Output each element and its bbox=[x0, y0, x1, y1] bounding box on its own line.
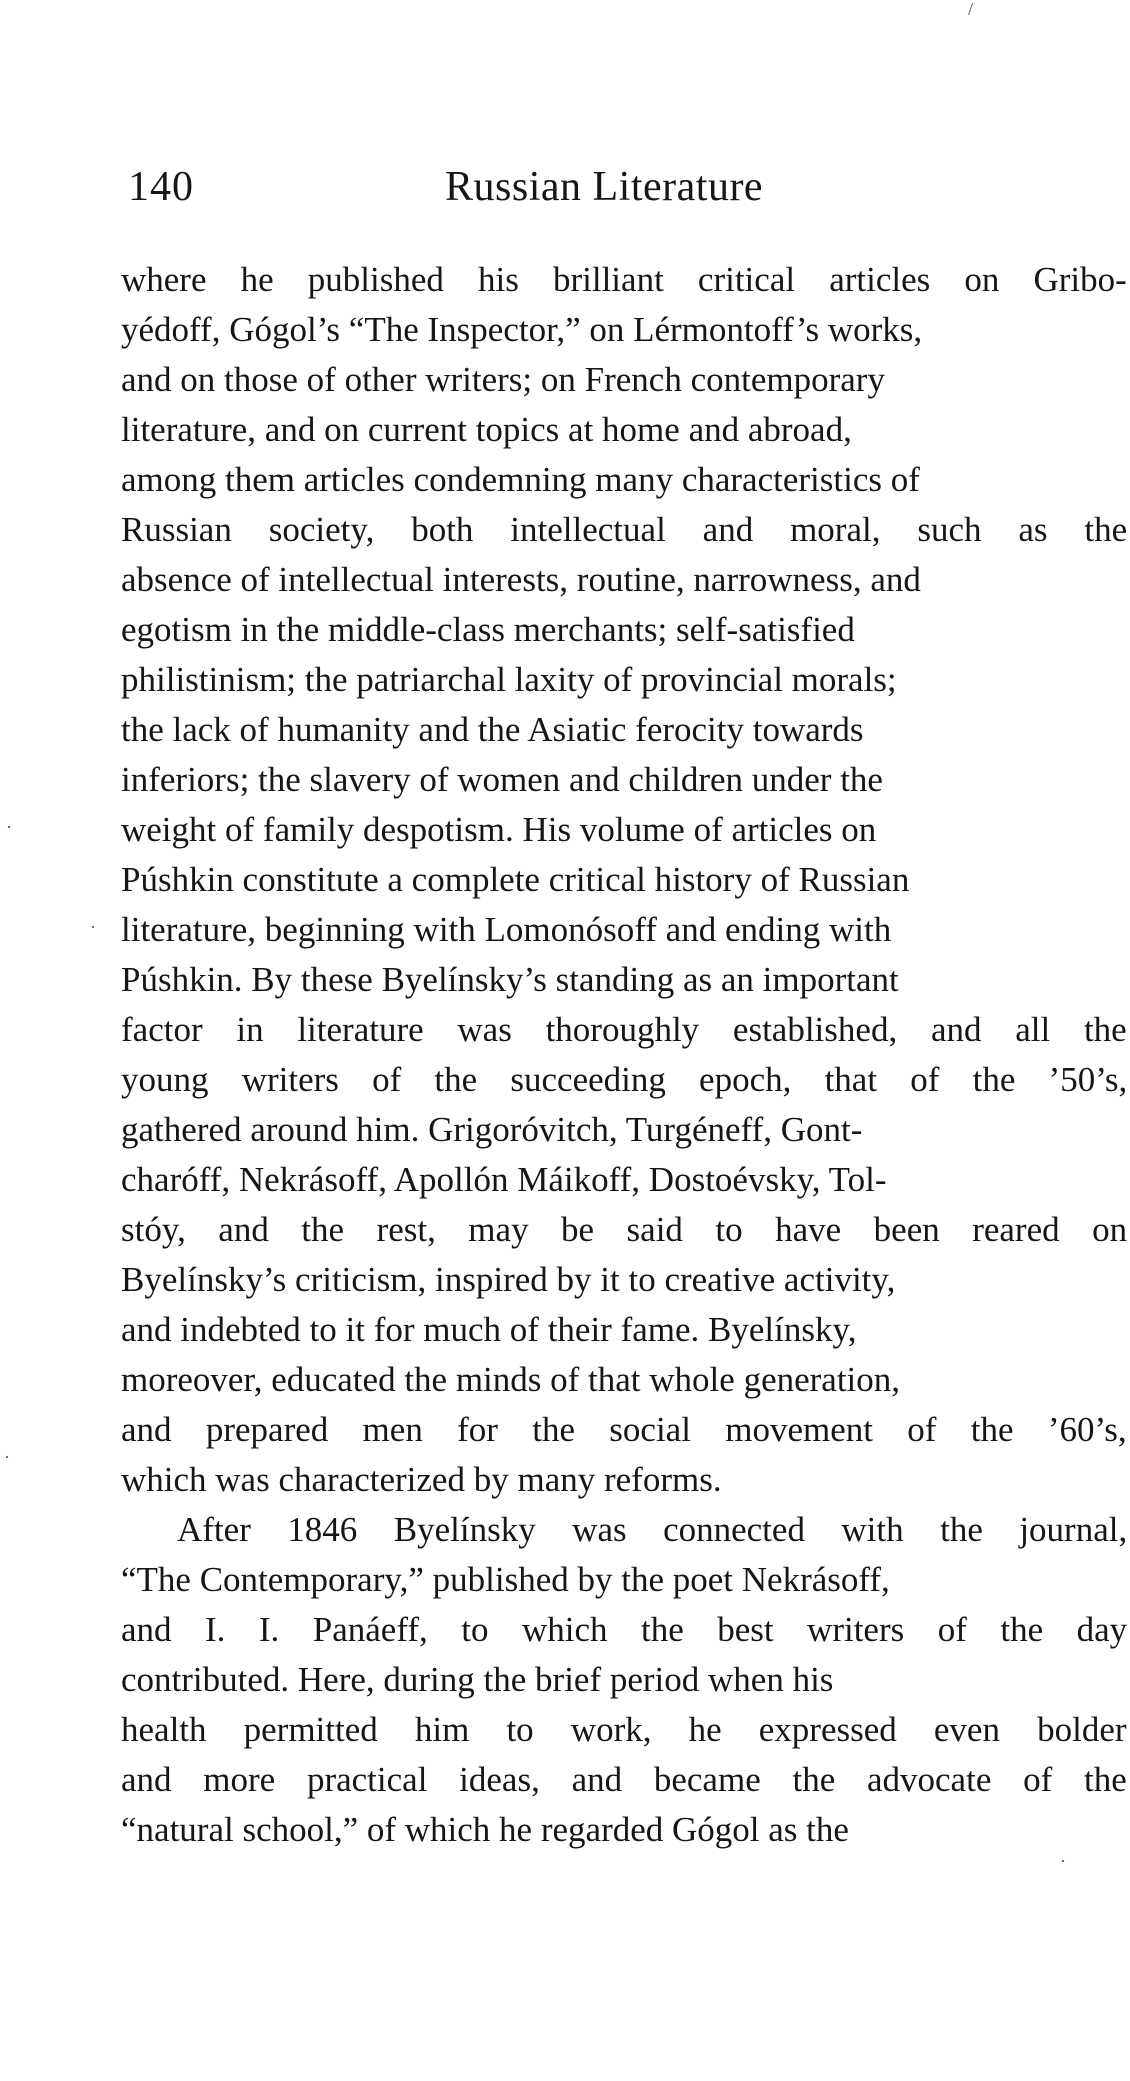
text-line: Byelínsky’s criticism, inspired by it to creative activity, bbox=[121, 1260, 896, 1299]
scan-speck: · bbox=[4, 1447, 10, 1467]
text-line: “natural school,” of which he regarded Gógol as the bbox=[121, 1810, 849, 1849]
text-line: among them articles condemning many characteristics of bbox=[121, 460, 920, 499]
text-line: gathered around him. Grigoróvitch, Turgéneff, Gont- bbox=[121, 1110, 863, 1149]
text-line: and prepared men for the social movement of the ’60’s, bbox=[121, 1410, 1127, 1449]
scan-speck: / bbox=[968, 0, 974, 19]
text-line: factor in literature was thoroughly established, and all the bbox=[121, 1010, 1127, 1049]
text-line: contributed. Here, during the brief period when his bbox=[121, 1660, 834, 1699]
text-line: philistinism; the patriarchal laxity of provincial morals; bbox=[121, 660, 897, 699]
text-line: which was characterized by many reforms. bbox=[121, 1460, 722, 1499]
text-line: stóy, and the rest, may be said to have been reared on bbox=[121, 1210, 1128, 1249]
text-line: moreover, educated the minds of that whole generation, bbox=[121, 1360, 901, 1399]
text-line: and indebted to it for much of their fame. Byelínsky, bbox=[121, 1310, 857, 1349]
scan-speck: · bbox=[6, 817, 12, 837]
text-line: and more practical ideas, and became the advocate of the bbox=[121, 1760, 1127, 1799]
text-line: inferiors; the slavery of women and children under the bbox=[121, 760, 883, 799]
paragraph-1 bbox=[121, 255, 1127, 1505]
text-line: literature, and on current topics at home and abroad, bbox=[121, 410, 852, 449]
paragraph-2 bbox=[121, 1505, 1127, 1855]
text-line: Púshkin constitute a complete critical history of Russian bbox=[121, 860, 910, 899]
running-head: Russian Literature bbox=[445, 164, 764, 210]
page-number: 140 bbox=[128, 164, 194, 210]
text-line: health permitted him to work, he expressed even bolder bbox=[121, 1710, 1127, 1749]
scan-speck: · bbox=[1060, 1851, 1066, 1871]
text-line: yédoff, Gógol’s “The Inspector,” on Lérmontoff’s works, bbox=[121, 310, 923, 349]
body-text bbox=[121, 255, 1127, 1855]
text-line: Púshkin. By these Byelínsky’s standing as an important bbox=[121, 960, 899, 999]
text-line: absence of intellectual interests, routine, narrowness, and bbox=[121, 560, 921, 599]
text-line: After 1846 Byelínsky was connected with the journal, bbox=[177, 1510, 1128, 1549]
text-line: literature, beginning with Lomonósoff and ending with bbox=[121, 910, 892, 949]
text-line: “The Contemporary,” published by the poet Nekrásoff, bbox=[121, 1560, 890, 1599]
text-line: Russian society, both intellectual and moral, such as the bbox=[121, 510, 1128, 549]
text-line: and on those of other writers; on French contemporary bbox=[121, 360, 885, 399]
text-line: egotism in the middle-class merchants; self-satisfied bbox=[121, 610, 855, 649]
text-line: the lack of humanity and the Asiatic ferocity towards bbox=[121, 710, 864, 749]
text-line: charóff, Nekrásoff, Apollón Máikoff, Dostoévsky, Tol- bbox=[121, 1160, 887, 1199]
text-line: and I. I. Panáeff, to which the best writers of the day bbox=[121, 1610, 1128, 1649]
text-line: where he published his brilliant critical articles on Gribo- bbox=[121, 260, 1127, 299]
text-line: young writers of the succeeding epoch, that of the ’50’s, bbox=[121, 1060, 1128, 1099]
text-line: weight of family despotism. His volume of articles on bbox=[121, 810, 877, 849]
scan-speck: · bbox=[90, 917, 96, 937]
